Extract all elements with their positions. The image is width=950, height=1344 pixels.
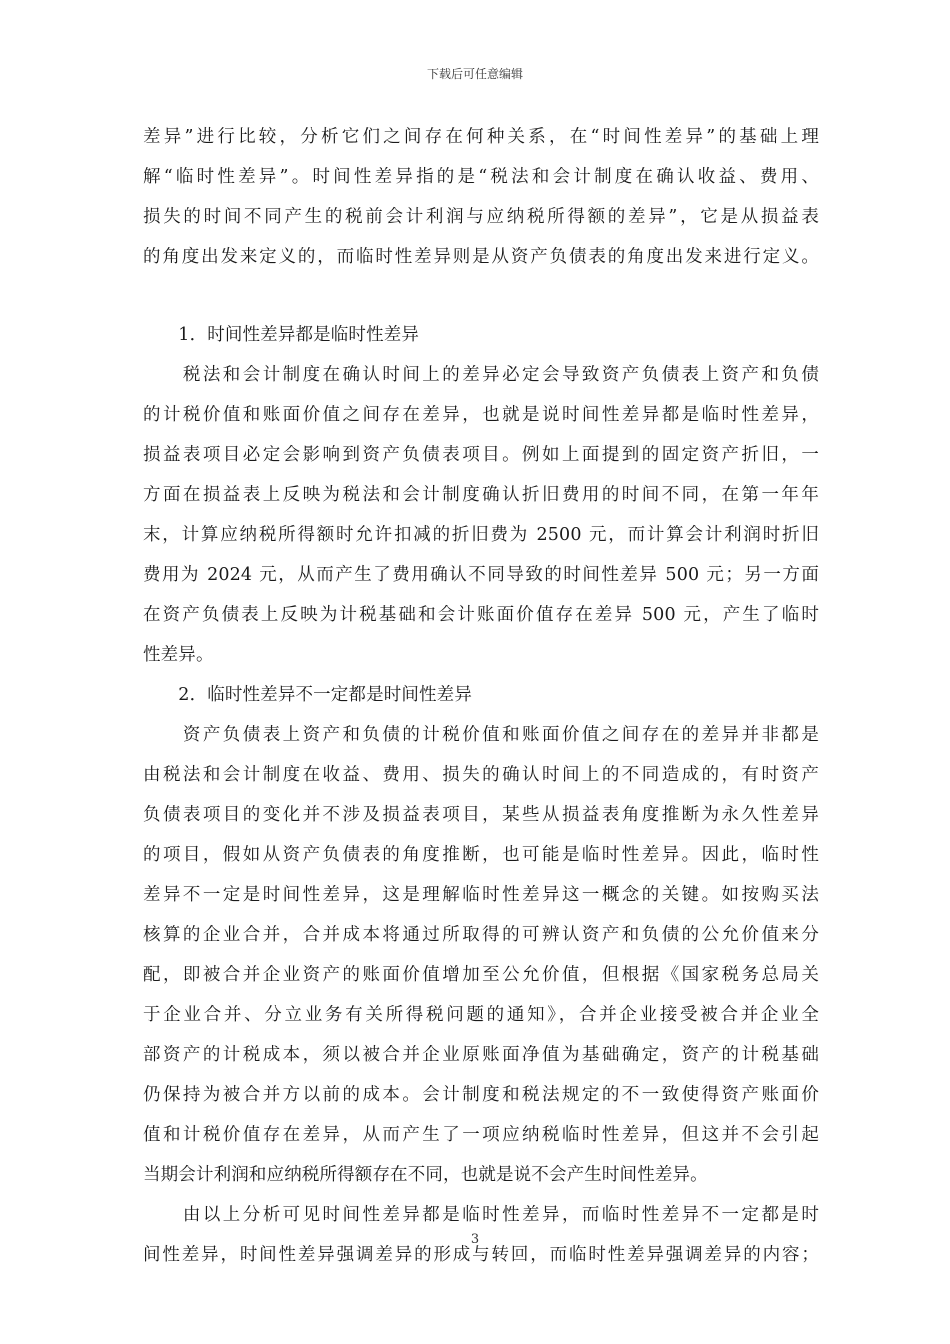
- text-line: 核算的企业合并，合并成本将通过所取得的可辨认资产和负债的公允价值来分: [143, 925, 819, 945]
- text-line: 差异”进行比较，分析它们之间存在何种关系，在“时间性差异”的基础上理: [143, 127, 819, 147]
- text-line: 性差异。: [143, 645, 214, 665]
- document-body: [143, 117, 819, 1275]
- text-line: 的项目，假如从资产负债表的角度推断，也可能是临时性差异。因此，临时性: [143, 845, 819, 865]
- text-line: 于企业合并、分立业务有关所得税问题的通知》，合并企业接受被合并企业全: [143, 1005, 819, 1025]
- paragraph: [143, 715, 819, 1195]
- text-line: 当期会计利润和应纳税所得额存在不同，也就是说不会产生时间性差异。: [143, 1165, 708, 1185]
- section-heading: [143, 675, 819, 715]
- text-line: 在资产负债表上反映为计税基础和会计账面价值存在差异 500 元，产生了临时: [143, 605, 819, 625]
- text-line: 由以上分析可见时间性差异都是临时性差异，而临时性差异不一定都是时: [143, 1205, 819, 1225]
- text-line: 差异不一定是时间性差异，这是理解临时性差异这一概念的关键。如按购买法: [143, 885, 819, 905]
- text-line: 负债表项目的变化并不涉及损益表项目，某些从损益表角度推断为永久性差异: [143, 805, 819, 825]
- text-line: 的计税价值和账面价值之间存在差异，也就是说时间性差异都是临时性差异，: [143, 405, 819, 425]
- text-line: 的角度出发来定义的，而临时性差异则是从资产负债表的角度出发来进行定义。: [143, 247, 819, 267]
- text-line: 配，即被合并企业资产的账面价值增加至公允价值，但根据《国家税务总局关: [143, 965, 819, 985]
- text-line: 值和计税价值存在差异，从而产生了一项应纳税临时性差异，但这并不会引起: [143, 1125, 819, 1145]
- text-line: 损益表项目必定会影响到资产负债表项目。例如上面提到的固定资产折旧，一: [143, 445, 819, 465]
- page-header: 下载后可任意编辑: [426, 67, 523, 81]
- heading-line: 1．时间性差异都是临时性差异: [143, 325, 420, 345]
- text-line: 由税法和会计制度在收益、费用、损失的确认时间上的不同造成的，有时资产: [143, 765, 819, 785]
- text-line: 部资产的计税成本，须以被合并企业原账面净值为基础确定，资产的计税基础: [143, 1045, 819, 1065]
- heading-line: 2．临时性差异不一定都是时间性差异: [143, 685, 472, 705]
- page-number: 3: [470, 1232, 480, 1247]
- paragraph: [143, 355, 819, 675]
- text-line: 资产负债表上资产和负债的计税价值和账面价值之间存在的差异并非都是: [143, 725, 819, 745]
- text-line: 间性差异，时间性差异强调差异的形成与转回，而临时性差异强调差异的内容；: [143, 1245, 819, 1265]
- text-line: 方面在损益表上反映为税法和会计制度确认折旧费用的时间不同，在第一年年: [143, 485, 819, 505]
- text-line: 税法和会计制度在确认时间上的差异必定会导致资产负债表上资产和负债: [143, 365, 819, 385]
- text-line: 仍保持为被合并方以前的成本。会计制度和税法规定的不一致使得资产账面价: [143, 1085, 819, 1105]
- section-heading: [143, 315, 819, 355]
- paragraph-gap: [143, 277, 819, 315]
- text-line: 费用为 2024 元，从而产生了费用确认不同导致的时间性差异 500 元；另一方面: [143, 565, 819, 585]
- text-line: 解“临时性差异”。时间性差异指的是“税法和会计制度在确认收益、费用、: [143, 167, 819, 187]
- paragraph: [143, 117, 819, 277]
- text-line: 损失的时间不同产生的税前会计利润与应纳税所得额的差异”，它是从损益表: [143, 207, 819, 227]
- text-line: 末，计算应纳税所得额时允许扣减的折旧费为 2500 元，而计算会计利润时折旧: [143, 525, 819, 545]
